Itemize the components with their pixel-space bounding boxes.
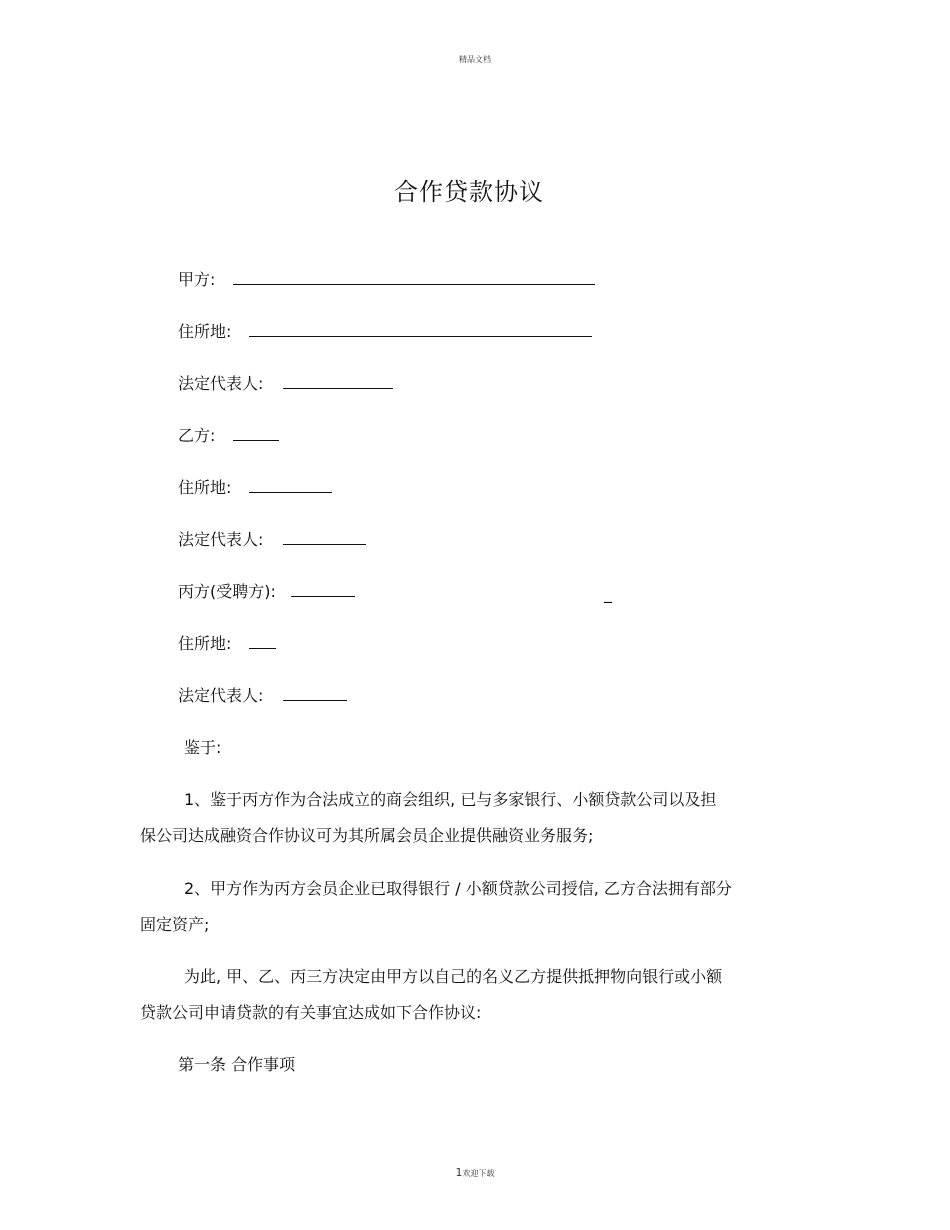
party-a-field (178, 269, 595, 291)
footer-text: 欢迎下载 (462, 1169, 495, 1178)
party-a-rep-label: 法定代表人: (178, 374, 264, 393)
clause-3-line-1: 为此, 甲、乙、丙三方决定由甲方以自己的名义乙方提供抵押物向银行或小额 (184, 967, 723, 986)
party-b-address-field (178, 477, 332, 499)
party-b-rep-field (178, 529, 366, 551)
party-c-rep-label: 法定代表人: (178, 686, 264, 705)
article-1-heading: 第一条 合作事项 (178, 1055, 296, 1074)
page-header: 精品文档 (459, 55, 491, 64)
party-c-rep-field (178, 685, 347, 707)
party-c-field (178, 581, 355, 603)
party-c-rep-blank (283, 686, 347, 701)
document-title: 合作贷款协议 (394, 178, 544, 206)
party-c-stray-mark: _ (604, 584, 612, 603)
clause-2-line-1: 2、甲方作为丙方会员企业已取得银行 / 小额贷款公司授信, 乙方合法拥有部分 (184, 879, 732, 898)
party-a-blank (233, 270, 595, 285)
party-a-rep-field (178, 373, 393, 395)
whereas-heading: 鉴于: (184, 738, 222, 757)
clause-2-line-2: 固定资产; (140, 915, 210, 934)
clause-3-line-2: 贷款公司申请贷款的有关事宜达成如下合作协议: (140, 1003, 482, 1022)
party-b-address-blank (249, 478, 332, 493)
party-b-rep-label: 法定代表人: (178, 530, 264, 549)
party-a-rep-blank (283, 374, 393, 389)
party-b-label: 乙方: (178, 426, 216, 445)
party-b-blank (233, 426, 279, 441)
party-a-address-blank (249, 322, 592, 337)
party-c-address-field (178, 633, 276, 655)
party-c-label: 丙方(受聘方): (178, 582, 276, 601)
party-c-blank (291, 582, 355, 597)
party-a-address-label: 住所地: (178, 322, 232, 341)
party-c-address-blank (249, 634, 276, 649)
party-b-address-label: 住所地: (178, 478, 232, 497)
clause-1-line-1: 1、鉴于丙方作为合法成立的商会组织, 已与多家银行、小额贷款公司以及担 (184, 790, 717, 809)
party-b-field (178, 425, 279, 447)
page-footer (0, 1166, 950, 1179)
party-c-address-label: 住所地: (178, 634, 232, 653)
page-number: 1 (455, 1166, 463, 1179)
party-a-address-field (178, 321, 592, 343)
party-a-label: 甲方: (178, 270, 216, 289)
clause-1-line-2: 保公司达成融资合作协议可为其所属会员企业提供融资业务服务; (140, 826, 594, 845)
party-b-rep-blank (283, 530, 366, 545)
